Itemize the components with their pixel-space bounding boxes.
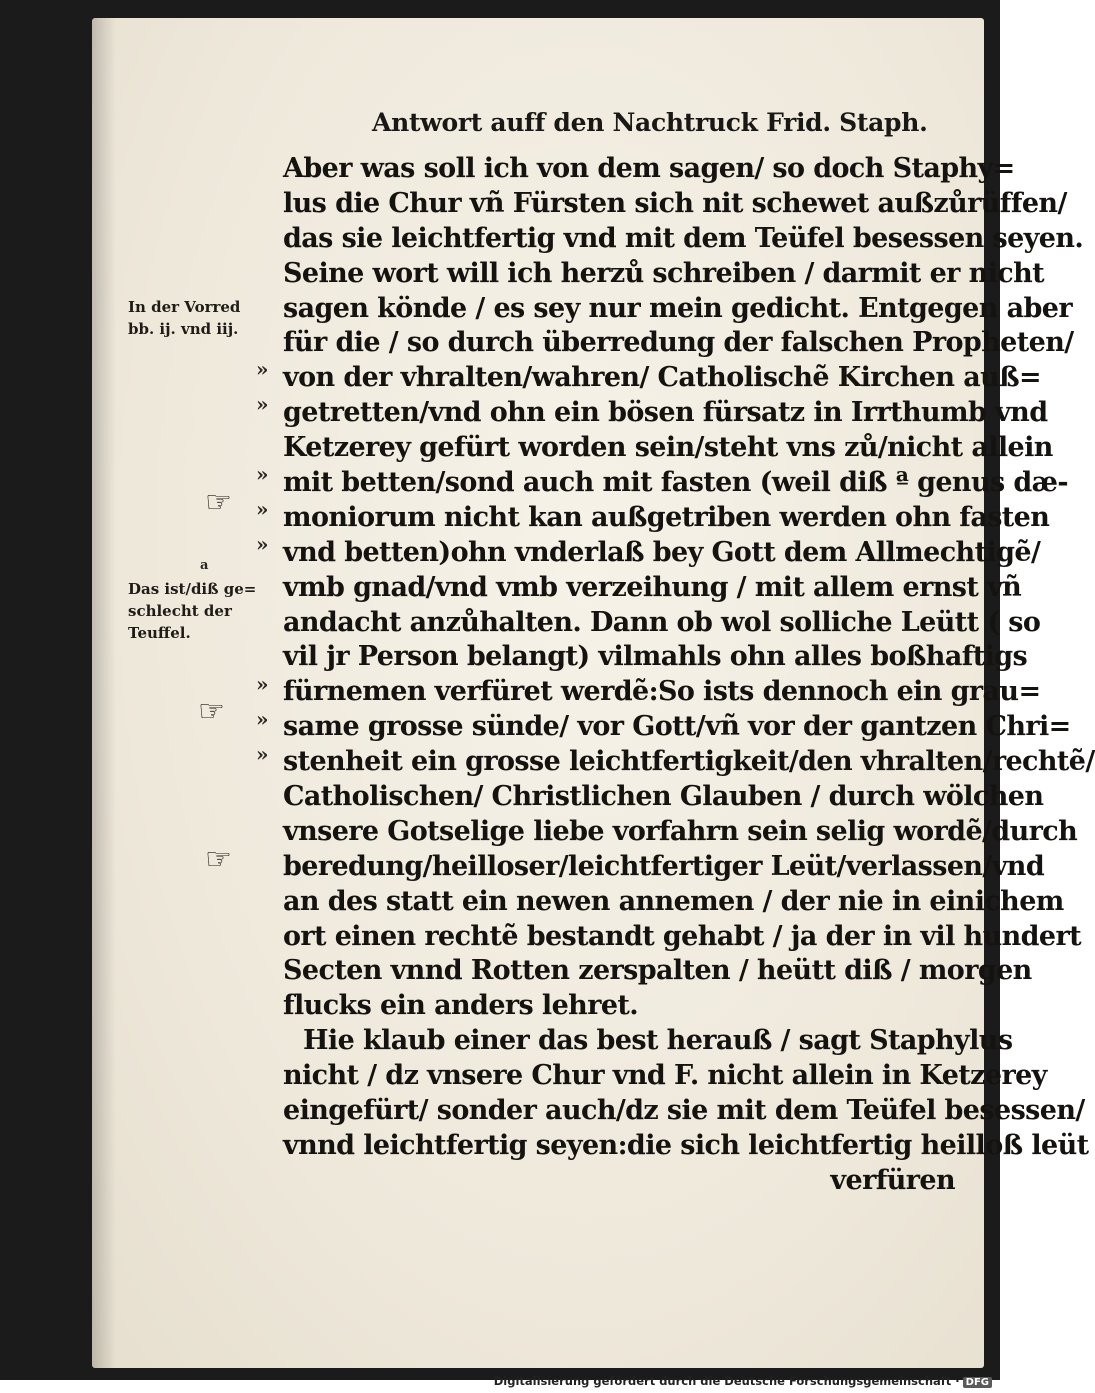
text-line: Aber was soll ich von dem sagen/ so doch Staphy= xyxy=(283,153,1015,184)
text-line: Ketzerey gefürt worden sein/steht vns zů/nicht allein xyxy=(283,432,1053,464)
margin-note-line: Das ist/diß ge= xyxy=(128,580,257,598)
margin-note-preface-ref xyxy=(128,296,240,340)
pointing-hand-icon: ☞ xyxy=(205,842,232,877)
text-line: fürnemen verfüret werdẽ:So ists dennoch ein grau= xyxy=(283,676,1041,708)
text-line: nicht / dz vnsere Chur vnd F. nicht allein in Ketzerey xyxy=(283,1060,1047,1092)
text-line: vmb gnad/vnd vmb verzeihung / mit allem ernst vñ xyxy=(283,571,1022,603)
running-head: Antwort auff den Nachtruck Frid. Staph. xyxy=(372,108,928,137)
margin-note-line: schlecht der xyxy=(128,602,232,620)
text-line: Seine wort will ich herzů schreiben / darmit er nicht xyxy=(283,257,1045,289)
quote-mark: » xyxy=(256,707,269,731)
text-line: getretten/vnd ohn ein bösen fürsatz in Irrthumb vnd xyxy=(283,397,1048,429)
margin-note-gloss xyxy=(128,578,256,644)
text-line: sagen könde / es sey nur mein gedicht. Entgegen aber xyxy=(283,292,1072,324)
text-line: Secten vnnd Rotten zerspalten / heütt diß / morgen xyxy=(283,955,1032,987)
text-line: vnd betten)ohn vnderlaß bey Gott dem Allmechtigẽ/ xyxy=(283,536,1041,568)
text-line: same grosse sünde/ vor Gott/vñ vor der gantzen Chri= xyxy=(283,711,1071,743)
margin-note-line: Teuffel. xyxy=(128,624,191,642)
text-line: ort einen rechtẽ bestandt gehabt / ja der in vil hundert xyxy=(283,920,1081,952)
text-line: lus die Chur vñ Fürsten sich nit schewet außzůrüffen/ xyxy=(283,187,1067,219)
quote-mark: » xyxy=(256,357,269,381)
text-line: Catholischen/ Christlichen Glauben / durch wölchen xyxy=(283,781,1044,813)
dfg-logo: DFG xyxy=(963,1377,992,1388)
text-line: von der vhralten/wahren/ Catholischẽ Kirchen auß= xyxy=(283,362,1042,394)
text-line: vnnd leichtfertig seyen:die sich leichtfertig heilloß leüt xyxy=(283,1129,1089,1161)
digitization-credit xyxy=(494,1374,992,1388)
text-line: das sie leichtfertig vnd mit dem Teüfel besessen seyen. xyxy=(283,222,1084,254)
text-line: eingefürt/ sonder auch/dz sie mit dem Teüfel besessen/ xyxy=(283,1095,1085,1127)
quote-mark: » xyxy=(256,742,269,766)
quote-mark: » xyxy=(256,462,269,486)
text-line: flucks ein anders lehret. xyxy=(283,990,639,1022)
note-marker: a xyxy=(200,558,209,573)
quote-mark: » xyxy=(256,532,269,556)
text-line: für die / so durch überredung der falschen Propheten/ xyxy=(283,327,1074,359)
quote-mark: » xyxy=(256,672,269,696)
text-line: andacht anzůhalten. Dann ob wol solliche Leütt ( so xyxy=(283,606,1041,638)
quote-mark: » xyxy=(256,497,269,521)
text-line: beredung/heilloser/leichtfertiger Leüt/verlassen/vnd xyxy=(283,850,1045,882)
quote-mark: » xyxy=(256,392,269,416)
pointing-hand-icon: ☞ xyxy=(198,694,225,729)
text-line: moniorum nicht kan außgetriben werden ohn fasten xyxy=(283,501,1050,533)
text-line: vnsere Gotselige liebe vorfahrn sein selig wordẽ/durch xyxy=(283,815,1078,847)
pointing-hand-icon: ☞ xyxy=(205,485,232,520)
margin-note-line: bb. ij. vnd iij. xyxy=(128,320,239,338)
text-line: vil jr Person belangt) vilmahls ohn alles boßhaftigs xyxy=(283,641,1028,673)
text-line: an des statt ein newen annemen / der nie in einichem xyxy=(283,885,1064,917)
text-line: Hie klaub einer das best herauß / sagt Staphylus xyxy=(303,1025,1013,1057)
page-gutter-shadow xyxy=(92,18,116,1368)
credit-text: Digitalisierung gefördert durch die Deutsche Forschungsgemeinschaft · xyxy=(493,1374,960,1388)
body-text xyxy=(283,152,1095,1199)
catchword: verfüren xyxy=(830,1164,955,1196)
text-line: stenheit ein grosse leichtfertigkeit/den vhralten/rechtẽ/ xyxy=(283,746,1095,778)
margin-note-line: In der Vorred xyxy=(128,298,241,316)
text-line: mit betten/sond auch mit fasten (weil diß ª genus dæ- xyxy=(283,467,1069,499)
